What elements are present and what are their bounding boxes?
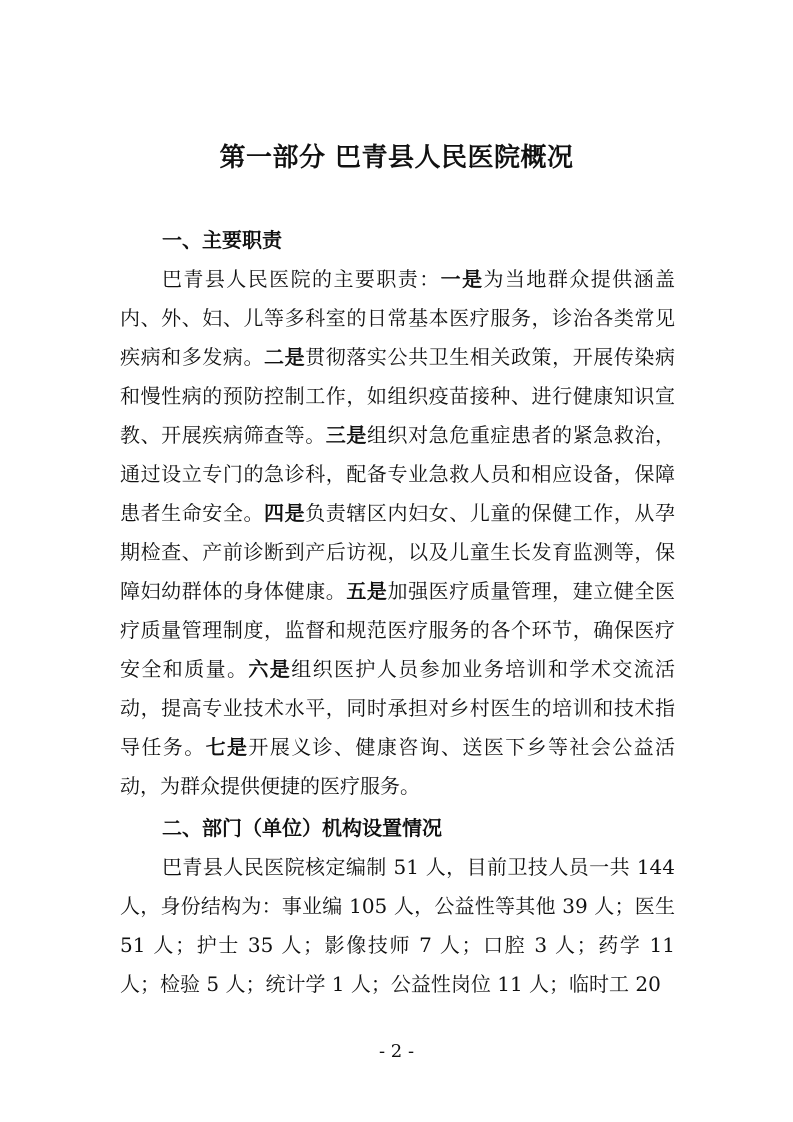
duty-text-2: 贯彻落实公共卫生相关政策，开展传染病和慢性病的预防控制工作，如组织疫苗接种、进行健康知识宣教、开展疾病筛查等。 (120, 345, 676, 447)
duty-text-5: 加强医疗质量管理，建立健全医疗质量管理制度，监督和规范医疗服务的各个环节，确保医疗安全和质量。 (120, 579, 676, 681)
main-duties-paragraph (120, 260, 675, 806)
section-heading-organization: 二、部门（单位）机构设置情况 (162, 816, 442, 840)
duty-marker-1: 一是 (440, 267, 484, 291)
duty-marker-6: 六是 (248, 657, 292, 681)
organization-paragraph: 巴青县人民医院核定编制 51 人，目前卫技人员一共 144 人，身份结构为：事业编 105 人，公益性等其他 39 人；医生 51 人；护士 35 人；影像技师 7 人；口腔 3 人；药学 11 人；检验 5 人；统计学 1 人；公益性岗位 11 人；临时工 20 (120, 855, 675, 996)
duty-text-7: 开展义诊、健康咨询、送医下乡等社会公益活动，为群众提供便捷的医疗服务。 (120, 735, 676, 798)
page-title: 第一部分 巴青县人民医院概况 (219, 143, 574, 173)
duty-text-3: 组织对急危重症患者的紧急救治，通过设立专门的急诊科，配备专业急救人员和相应设备，保障患者生命安全。 (120, 423, 676, 525)
duty-marker-2: 二是 (264, 345, 306, 369)
duty-marker-3: 三是 (325, 423, 367, 447)
duty-text-1: 为当地群众提供涵盖内、外、妇、儿等多科室的日常基本医疗服务，诊治各类常见疾病和多发病。 (120, 267, 676, 369)
page-number: - 2 - (378, 1041, 415, 1062)
duty-text-4: 负责辖区内妇女、儿童的保健工作，从孕期检查、产前诊断到产后访视，以及儿童生长发育监测等，保障妇幼群体的身体健康。 (120, 501, 676, 603)
section-heading-main-duties: 一、主要职责 (162, 228, 282, 252)
duty-text-6: 组织医护人员参加业务培训和学术交流活动，提高专业技术水平，同时承担对乡村医生的培训和技术指导任务。 (120, 657, 676, 759)
duty-marker-4: 四是 (264, 501, 306, 525)
duty-marker-7: 七是 (205, 735, 249, 759)
duty-marker-5: 五是 (346, 579, 388, 603)
duties-intro: 巴青县人民医院的主要职责： (162, 267, 441, 291)
